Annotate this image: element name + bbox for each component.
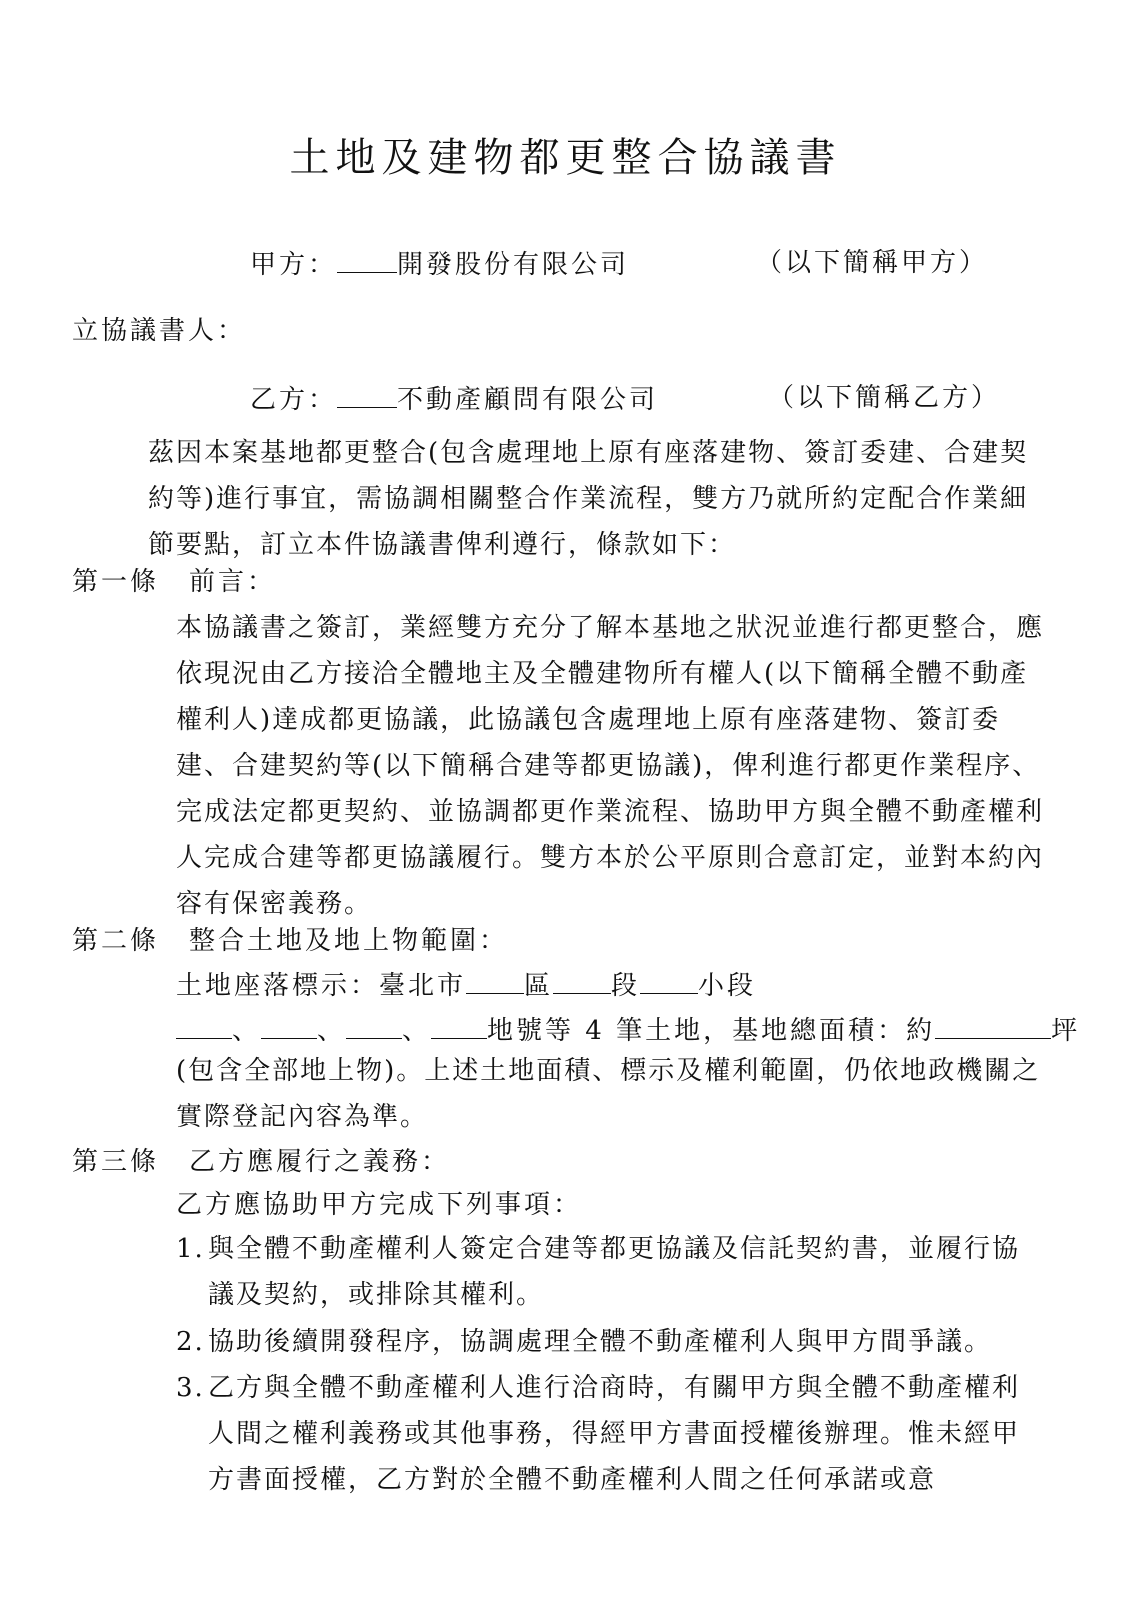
article-3-title: 乙方應履行之義務： [189, 1147, 451, 1177]
article-3-heading [72, 1145, 450, 1179]
lot-blank-1 [176, 1012, 232, 1039]
article-3-number: 第三條 [72, 1147, 160, 1177]
lot-blank-2 [261, 1012, 317, 1039]
article-2-title: 整合土地及地上物範圍： [189, 926, 509, 956]
section-label: 段 [611, 971, 641, 1001]
article-1-number: 第一條 [72, 567, 160, 597]
party-b-line [250, 381, 658, 417]
article-1-heading [72, 565, 276, 599]
lot-separator: 、 [232, 1016, 262, 1046]
district-label: 區 [524, 971, 554, 1001]
lot-blank-4 [431, 1012, 487, 1039]
lot-text: 地號等 4 筆土地，基地總面積：約 [487, 1016, 936, 1046]
section-blank [553, 967, 611, 994]
list-item-text: 乙方與全體不動產權利人進行洽商時，有關甲方與全體不動產權利人間之權利義務或其他事務，得經甲方書面授權後辦理。惟未經甲方書面授權，乙方對於全體不動產權利人間之任何承諾或意 [208, 1373, 1021, 1495]
land-location-line [176, 967, 756, 1003]
list-item-number: 3. [176, 1373, 205, 1403]
list-item-number: 2. [176, 1327, 205, 1357]
article-1-title: 前言： [189, 567, 277, 597]
district-blank [466, 967, 524, 994]
article-2-number: 第二條 [72, 926, 160, 956]
article-3-lead: 乙方應協助甲方完成下列事項： [176, 1190, 583, 1220]
party-b-name: 不動產顧問有限公司 [397, 385, 659, 415]
party-a-name: 開發股份有限公司 [397, 250, 630, 280]
intro-paragraph: 茲因本案基地都更整合(包含處理地上原有座落建物、簽訂委建、合建契約等)進行事宜，需協調相關整合作業流程，雙方乃就所約定配合作業細節要點，訂立本件協議書俾利遵行，條款如下： [148, 438, 1029, 560]
area-unit: 坪 [1051, 1016, 1081, 1046]
list-item-number: 1. [176, 1234, 205, 1264]
subsection-label: 小段 [698, 971, 757, 1001]
party-a-suffix: （以下簡稱甲方） [756, 248, 989, 278]
lot-blank-3 [346, 1012, 402, 1039]
party-b-label: 乙方： [250, 385, 338, 415]
party-b-blank [337, 381, 397, 408]
party-a-label: 甲方： [250, 250, 338, 280]
list-item-text: 與全體不動產權利人簽定合建等都更協議及信託契約書，並履行協議及契約，或排除其權利。 [208, 1234, 1021, 1310]
land-lot-line [176, 1012, 1080, 1048]
subsection-blank [640, 967, 698, 994]
article-2-body: (包含全部地上物)。上述土地面積、標示及權利範圍，仍依地政機關之實際登記內容為準。 [176, 1056, 1041, 1132]
list-item [176, 1226, 1046, 1318]
lot-separator: 、 [317, 1016, 347, 1046]
area-blank [935, 1012, 1051, 1039]
document-title: 土地及建物都更整合協議書 [289, 135, 842, 181]
signatories-label: 立協議書人： [72, 316, 247, 346]
list-item-text: 協助後續開發程序，協調處理全體不動產權利人與甲方間爭議。 [208, 1327, 993, 1357]
party-a-line [250, 246, 629, 282]
list-item [176, 1365, 1046, 1503]
land-location-prefix: 土地座落標示：臺北市 [176, 971, 467, 1001]
article-1-body: 本協議書之簽訂，業經雙方充分了解本基地之狀況並進行都更整合，應依現況由乙方接洽全體地主及全體建物所有權人(以下簡稱全體不動產權利人)達成都更協議，此協議包含處理地上原有座落建物、簽訂委建、合建契約等(以下簡稱合建等都更協議)，俾利進行都更作業程序、完成法定都更契約、並協調都更作業流程、協助甲方與全體不動產權利人完成合建等都更協議履行。雙方本於公平原則合意訂定，並對本約內容有保密義務。 [176, 613, 1045, 919]
party-a-blank [337, 246, 397, 273]
list-item [176, 1319, 1046, 1365]
article-2-heading [72, 924, 508, 958]
party-b-suffix: （以下簡稱乙方） [768, 383, 1001, 413]
lot-separator: 、 [402, 1016, 432, 1046]
